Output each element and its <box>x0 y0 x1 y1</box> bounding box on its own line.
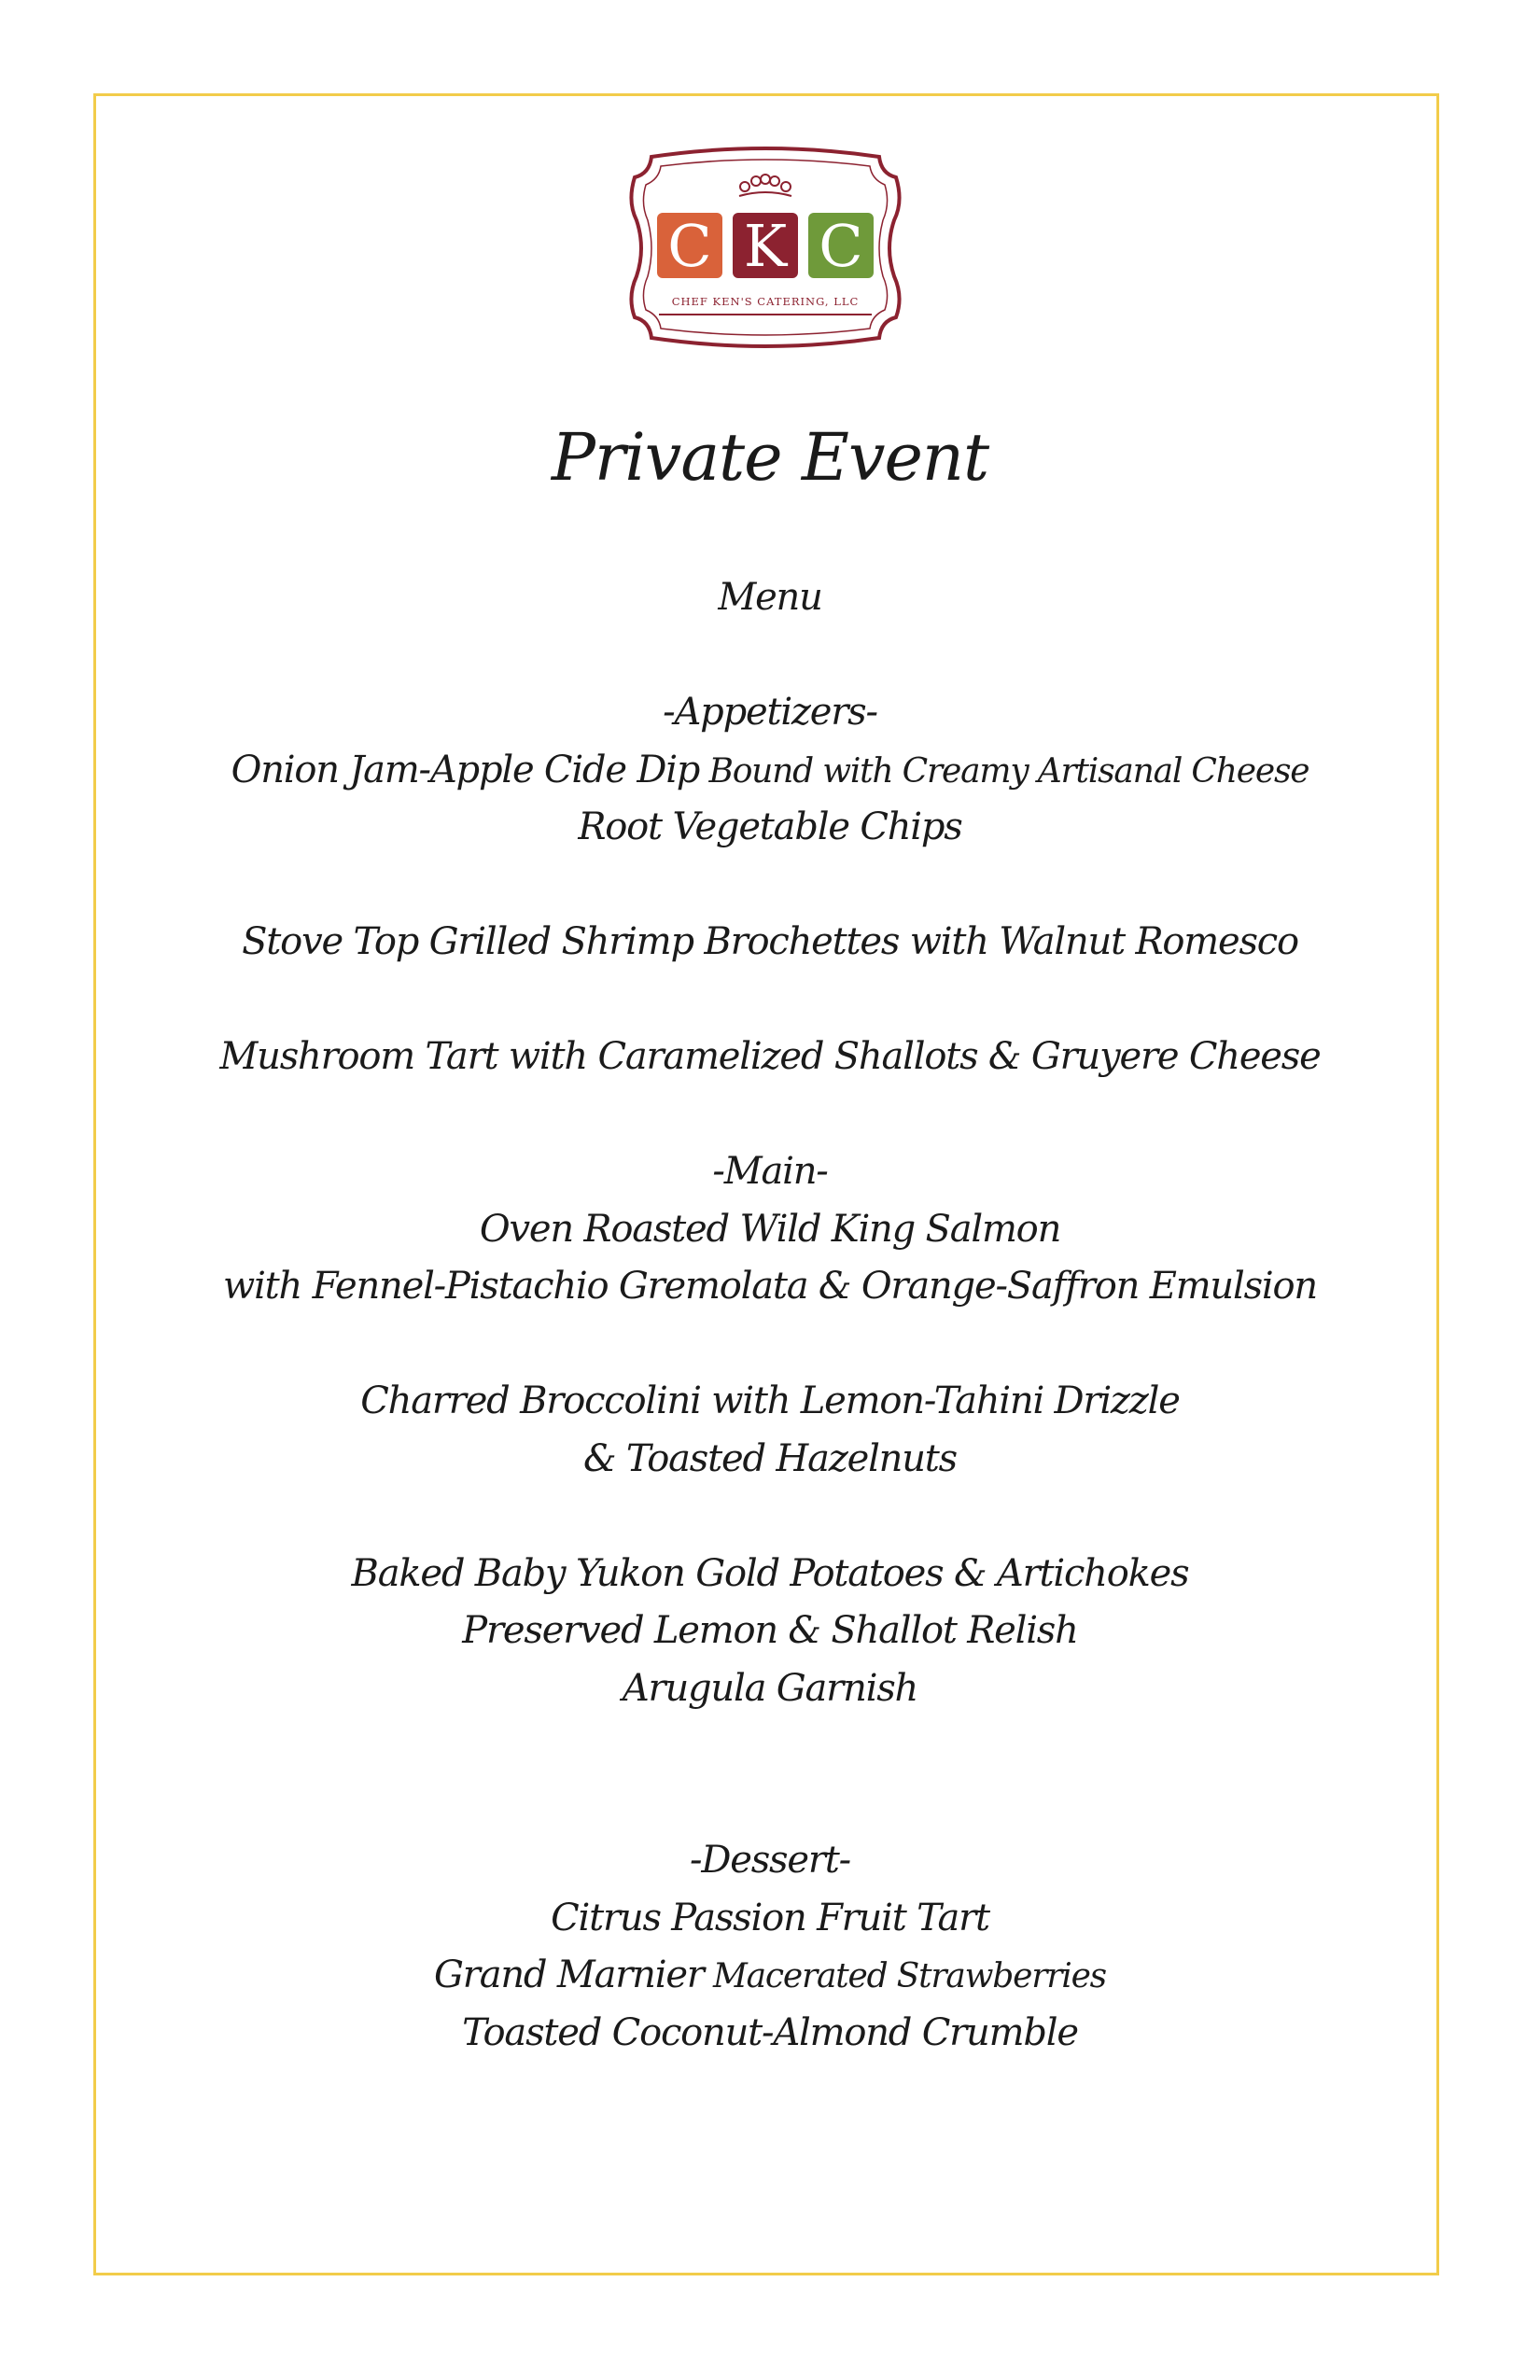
dessert-line-2-detail: Macerated Strawberries <box>703 1957 1106 1995</box>
main-item-1-line-2: with Fennel-Pistachio Gremolata & Orange-Saffron Emulsion <box>223 1265 1317 1308</box>
main-item-1-line-1: Oven Roasted Wild King Salmon <box>479 1207 1061 1251</box>
logo-letter-c-left: C <box>667 212 712 280</box>
page-title: Private Event <box>551 419 989 496</box>
appetizers-heading: -Appetizers- <box>663 691 877 734</box>
main-heading: -Main- <box>712 1150 828 1193</box>
ckc-logo <box>623 146 907 351</box>
appetizer-item-1-line-2: Root Vegetable Chips <box>578 805 962 848</box>
main-item-2-line-1: Charred Broccolini with Lemon-Tahini Drizzle <box>360 1379 1180 1422</box>
appetizer-item-2: Stove Top Grilled Shrimp Brochettes with Walnut Romesco <box>242 920 1298 963</box>
dessert-heading: -Dessert- <box>690 1839 850 1882</box>
appetizer-item-1-detail: Bound with Creamy Artisanal Cheese <box>699 751 1309 791</box>
main-item-2-line-2: & Toasted Hazelnuts <box>582 1436 957 1480</box>
logo-underline <box>659 314 872 315</box>
menu-heading: Menu <box>718 576 822 619</box>
appetizer-item-1-line-1 <box>0 742 1540 800</box>
main-item-3-line-3: Arugula Garnish <box>622 1666 918 1710</box>
main-item-3-line-2: Preserved Lemon & Shallot Relish <box>462 1609 1078 1652</box>
logo-subtitle: CHEF KEN'S CATERING, LLC <box>671 295 860 308</box>
logo-letter-c-right: C <box>819 212 863 280</box>
menu-body <box>0 569 1540 2062</box>
dessert-line-1: Citrus Passion Fruit Tart <box>551 1896 989 1939</box>
appetizer-item-3: Mushroom Tart with Caramelized Shallots & Gruyere Cheese <box>219 1035 1321 1078</box>
dessert-line-2 <box>0 1947 1540 2005</box>
dessert-line-2-name: Grand Marnier <box>434 1953 704 1996</box>
main-item-3-line-1: Baked Baby Yukon Gold Potatoes & Artichokes <box>351 1551 1189 1595</box>
appetizer-item-1-name: Onion Jam-Apple Cide Dip <box>231 748 700 791</box>
logo-letter-k: K <box>743 212 788 280</box>
dessert-line-3: Toasted Coconut-Almond Crumble <box>462 2010 1078 2054</box>
